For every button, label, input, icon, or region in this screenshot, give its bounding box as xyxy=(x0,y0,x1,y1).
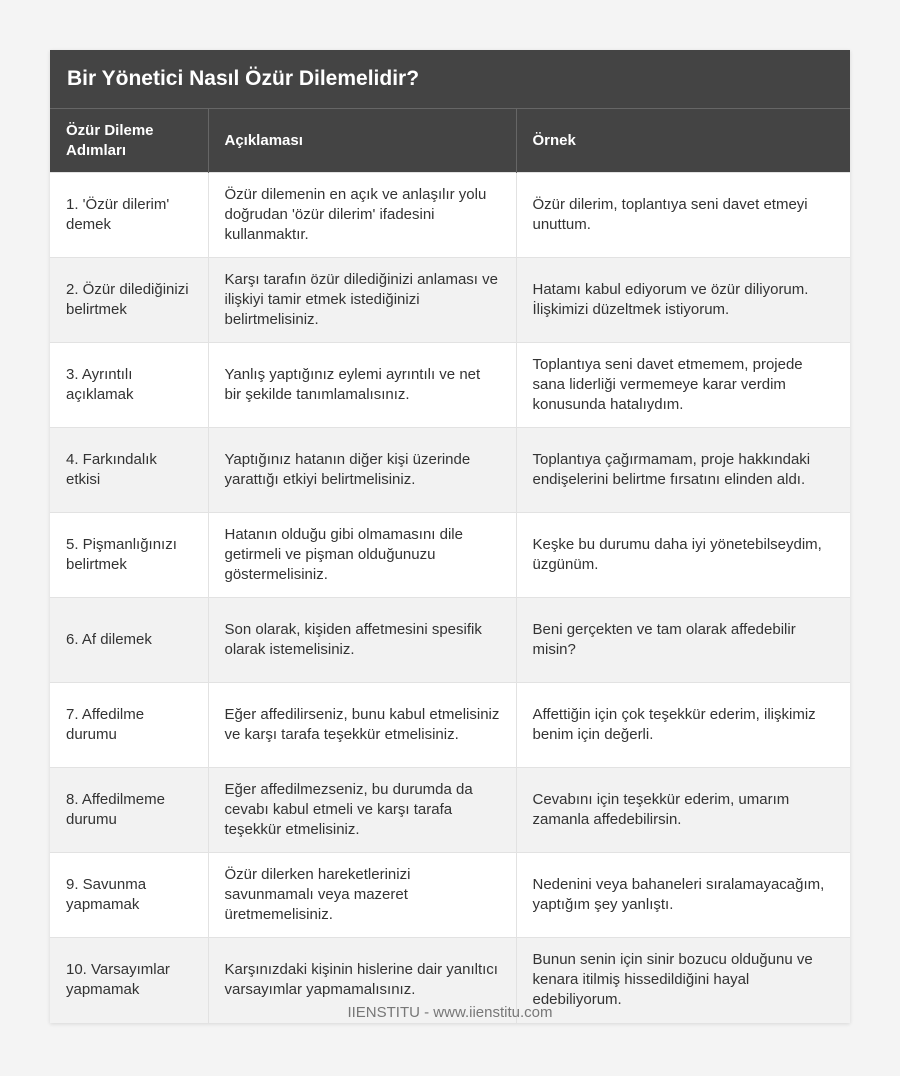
step-cell: 9. Savunma yapmamak xyxy=(50,853,208,938)
description-cell: Hatanın olduğu gibi olmamasını dile getirmeli ve pişman olduğunuzu göstermelisiniz. xyxy=(208,513,516,598)
table-row xyxy=(50,428,850,513)
table-row xyxy=(50,768,850,853)
example-cell: Özür dilerim, toplantıya seni davet etmeyi unuttum. xyxy=(516,173,850,258)
column-header-example: Örnek xyxy=(516,109,850,173)
table-row xyxy=(50,343,850,428)
step-cell: 1. 'Özür dilerim' demek xyxy=(50,173,208,258)
description-cell: Karşınızdaki kişinin hislerine dair yanıltıcı varsayımlar yapmamalısınız. xyxy=(208,938,516,1023)
table-row xyxy=(50,173,850,258)
example-cell: Toplantıya seni davet etmemem, projede sana liderliği vermemeye karar verdim konusunda hatalıydım. xyxy=(516,343,850,428)
column-header-step: Özür Dileme Adımları xyxy=(50,109,208,173)
table-row xyxy=(50,513,850,598)
step-cell: 8. Affedilmeme durumu xyxy=(50,768,208,853)
table-title: Bir Yönetici Nasıl Özür Dilemelidir? xyxy=(50,50,850,108)
column-header-description: Açıklaması xyxy=(208,109,516,173)
step-cell: 6. Af dilemek xyxy=(50,598,208,683)
description-cell: Özür dilerken hareketlerinizi savunmamalı veya mazeret üretmemelisiniz. xyxy=(208,853,516,938)
table-row xyxy=(50,258,850,343)
description-cell: Karşı tarafın özür dilediğinizi anlaması ve ilişkiyi tamir etmek istediğinizi belirtmelisiniz. xyxy=(208,258,516,343)
example-cell: Nedenini veya bahaneleri sıralamayacağım, yaptığım şey yanlıştı. xyxy=(516,853,850,938)
description-cell: Özür dilemenin en açık ve anlaşılır yolu doğrudan 'özür dilerim' ifadesini kullanmaktır. xyxy=(208,173,516,258)
description-cell: Yaptığınız hatanın diğer kişi üzerinde yarattığı etkiyi belirtmelisiniz. xyxy=(208,428,516,513)
example-cell: Bunun senin için sinir bozucu olduğunu ve kenara itilmiş hissedildiğini hayal edebiliyorum. xyxy=(516,938,850,1023)
step-cell: 4. Farkındalık etkisi xyxy=(50,428,208,513)
table-row xyxy=(50,598,850,683)
description-cell: Eğer affedilirseniz, bunu kabul etmelisiniz ve karşı tarafa teşekkür etmelisiniz. xyxy=(208,683,516,768)
step-cell: 3. Ayrıntılı açıklamak xyxy=(50,343,208,428)
footer-credit: IIENSTITU - www.iienstitu.com xyxy=(347,1004,553,1021)
step-cell: 7. Affedilme durumu xyxy=(50,683,208,768)
example-cell: Affettiğin için çok teşekkür ederim, ilişkimiz benim için değerli. xyxy=(516,683,850,768)
example-cell: Keşke bu durumu daha iyi yönetebilseydim, üzgünüm. xyxy=(516,513,850,598)
example-cell: Beni gerçekten ve tam olarak affedebilir misin? xyxy=(516,598,850,683)
step-cell: 10. Varsayımlar yapmamak xyxy=(50,938,208,1023)
description-cell: Yanlış yaptığınız eylemi ayrıntılı ve net bir şekilde tanımlamalısınız. xyxy=(208,343,516,428)
table-header-row xyxy=(50,109,850,173)
table-row xyxy=(50,853,850,938)
description-cell: Eğer affedilmezseniz, bu durumda da cevabı kabul etmeli ve karşı tarafa teşekkür etmelisiniz. xyxy=(208,768,516,853)
example-cell: Hatamı kabul ediyorum ve özür diliyorum. İlişkimizi düzeltmek istiyorum. xyxy=(516,258,850,343)
table-row xyxy=(50,683,850,768)
description-cell: Son olarak, kişiden affetmesini spesifik olarak istemelisiniz. xyxy=(208,598,516,683)
table-card xyxy=(50,50,850,1023)
example-cell: Cevabını için teşekkür ederim, umarım zamanla affedebilirsin. xyxy=(516,768,850,853)
example-cell: Toplantıya çağırmamam, proje hakkındaki endişelerini belirtme fırsatını elinden aldı. xyxy=(516,428,850,513)
apology-steps-table xyxy=(50,108,850,1023)
step-cell: 2. Özür dilediğinizi belirtmek xyxy=(50,258,208,343)
step-cell: 5. Pişmanlığınızı belirtmek xyxy=(50,513,208,598)
